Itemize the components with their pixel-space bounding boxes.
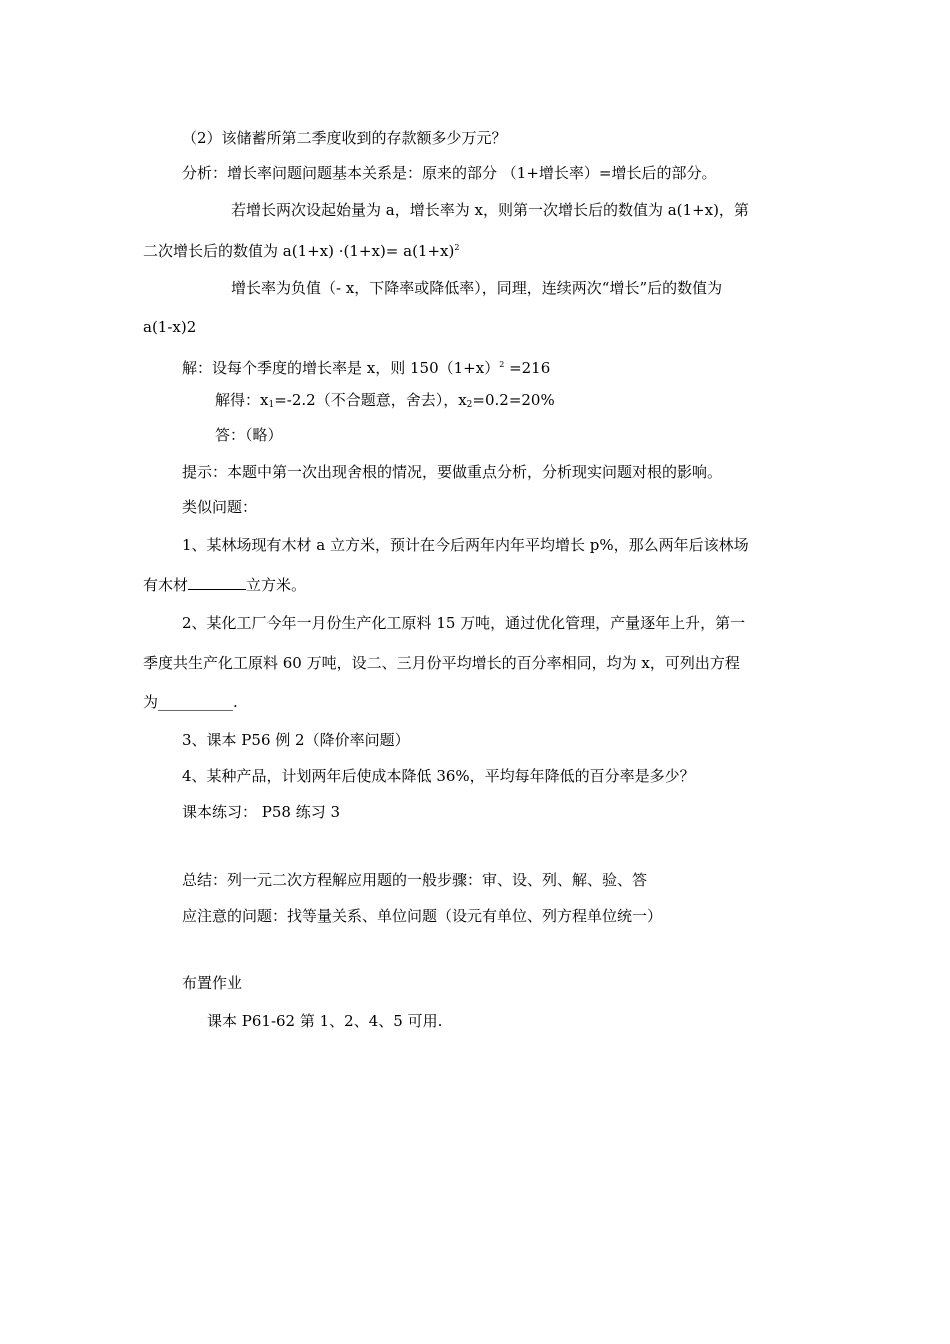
hint-line: 提示：本题中第一次出现舍根的情况，要做重点分析，分析现实问题对根的影响。: [182, 463, 723, 481]
analysis-para2-line2: a(1-x)2: [143, 318, 197, 336]
analysis-line: 分析：增长率问题问题基本关系是：原来的部分 （1+增长率）=增长后的部分。: [182, 164, 717, 182]
summary-line: 总结：列一元二次方程解应用题的一般步骤：审、设、列、解、验、答: [182, 871, 648, 889]
solution-line: [182, 355, 550, 378]
solution-result: =216: [504, 359, 551, 377]
q2-line3: 为__________.: [143, 693, 238, 711]
analysis-para1-line2: [143, 238, 459, 261]
similar-title: 类似问题：: [182, 498, 258, 516]
analysis-para1-line2-text: 二次增长后的数值为 a(1+x) ·(1+x)= a(1+x): [143, 242, 455, 260]
answer-blank: [188, 575, 246, 590]
solved-text: 解得：x: [215, 391, 269, 409]
analysis-para1-line1: 若增长两次设起始量为 a，增长率为 x，则第一次增长后的数值为 a(1+x)，第: [231, 201, 749, 219]
exponent: 2: [499, 360, 505, 369]
question-2: （2）该储蓄所第二季度收到的存款额多少万元？: [182, 129, 507, 147]
homework-line: 课本 P61-62 第 1、2、4、5 可用.: [207, 1012, 443, 1030]
exercise-line: 课本练习： P58 练习 3: [182, 803, 341, 821]
exponent: 2: [454, 243, 460, 252]
attention-line: 应注意的问题：找等量关系、单位问题（设元有单位、列方程单位统一）: [182, 907, 663, 925]
subscript: 1: [268, 400, 275, 410]
solved-line: [215, 390, 555, 415]
q2-line1: 2、某化工厂今年一月份生产化工原料 15 万吨，通过优化管理，产量逐年上升，第一: [182, 614, 746, 632]
solved-text: =0.2=20%: [472, 391, 555, 409]
answer-line: 答：（略）: [215, 426, 283, 444]
q1-line2: [143, 575, 306, 595]
q2-line2: 季度共生产化工原料 60 万吨，设二、三月份平均增长的百分率相同，均为 x，可列出方程: [143, 654, 740, 672]
q3-line: 3、课本 P56 例 2（降价率问题）: [182, 731, 410, 749]
analysis-para2-line1: 增长率为负值（- x，下降率或降低率），同理，连续两次“增长”后的数值为: [231, 279, 723, 297]
subscript: 2: [466, 400, 473, 410]
q4-line: 4、某种产品，计划两年后使成本降低 36%，平均每年降低的百分率是多少？: [182, 767, 695, 785]
solved-text: =-2.2（不合题意，舍去），x: [274, 391, 467, 409]
q1-text: 有木材: [143, 576, 189, 594]
solution-text: 解：设每个季度的增长率是 x，则 150（1+x）: [182, 359, 500, 377]
homework-title: 布置作业: [182, 974, 243, 992]
q1-line1: 1、某林场现有木材 a 立方米，预计在今后两年内年平均增长 p%，那么两年后该林场: [182, 536, 749, 554]
q1-text: 立方米。: [246, 576, 307, 594]
